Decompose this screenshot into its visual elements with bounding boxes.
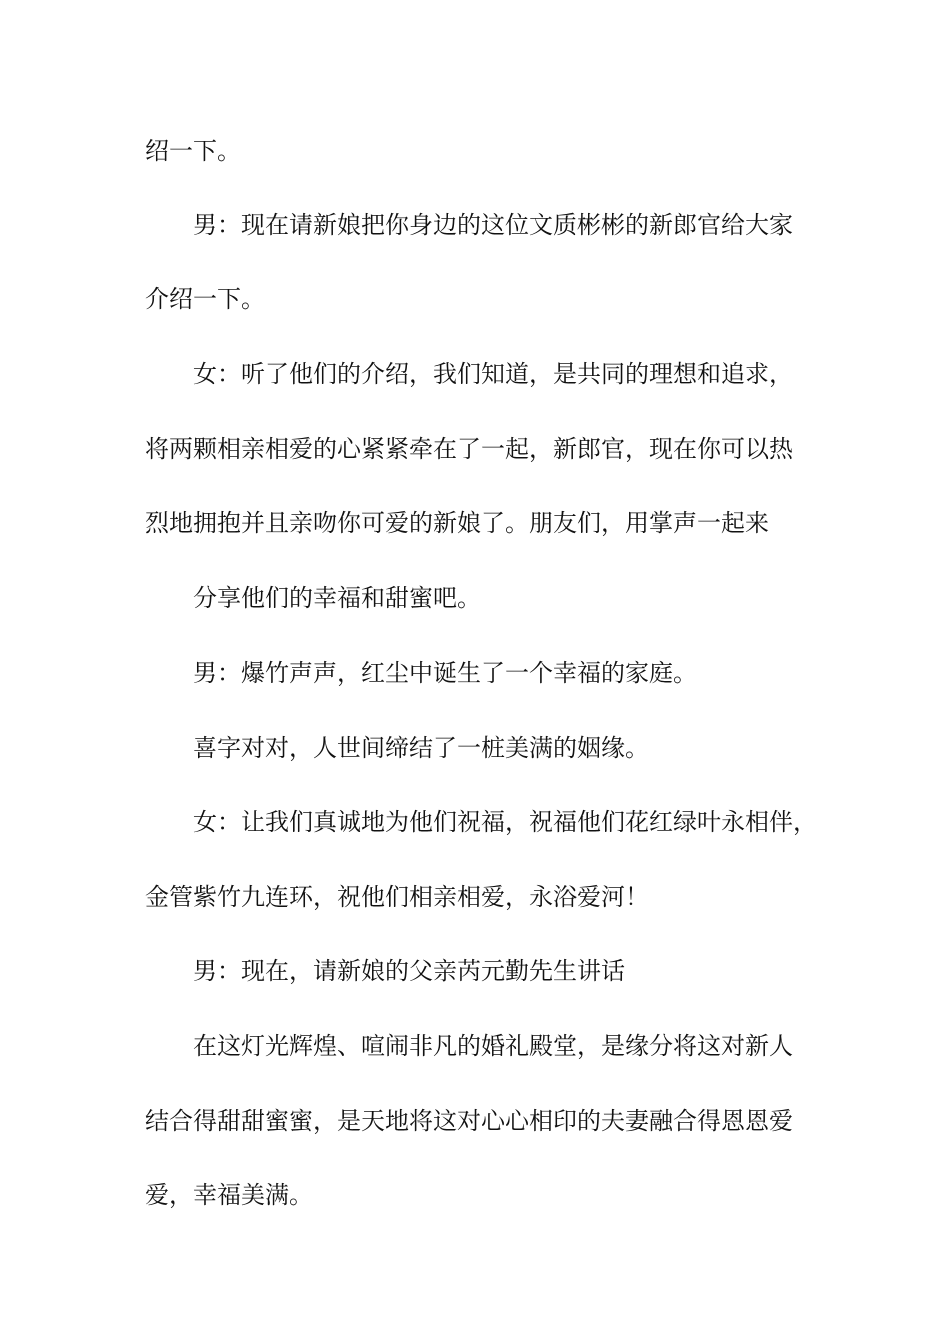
text-line: 女：听了他们的介绍，我们知道，是共同的理想和追求，: [193, 360, 793, 388]
text-line: 将两颗相亲相爱的心紧紧牵在了一起，新郎官，现在你可以热: [145, 435, 793, 463]
text-line: 介绍一下。: [145, 285, 265, 313]
text-line: 喜字对对，人世间缔结了一桩美满的姻缘。: [193, 734, 649, 762]
text-line: 女：让我们真诚地为他们祝福，祝福他们花红绿叶永相伴，: [193, 808, 817, 836]
text-line: 男：现在，请新娘的父亲芮元勤先生讲话: [193, 957, 625, 985]
text-line: 绍一下。: [145, 137, 241, 165]
text-line: 结合得甜甜蜜蜜，是天地将这对心心相印的夫妻融合得恩恩爱: [145, 1107, 793, 1135]
text-line: 爱，幸福美满。: [145, 1181, 313, 1209]
text-line: 在这灯光辉煌、喧闹非凡的婚礼殿堂，是缘分将这对新人: [193, 1032, 793, 1060]
text-line: 烈地拥抱并且亲吻你可爱的新娘了。朋友们，用掌声一起来: [145, 509, 769, 537]
text-line: 分享他们的幸福和甜蜜吧。: [193, 584, 481, 612]
text-line: 男：爆竹声声，红尘中诞生了一个幸福的家庭。: [193, 659, 697, 687]
text-line: 男：现在请新娘把你身边的这位文质彬彬的新郎官给大家: [193, 211, 793, 239]
text-line: 金管紫竹九连环，祝他们相亲相爱，永浴爱河！: [145, 883, 649, 911]
